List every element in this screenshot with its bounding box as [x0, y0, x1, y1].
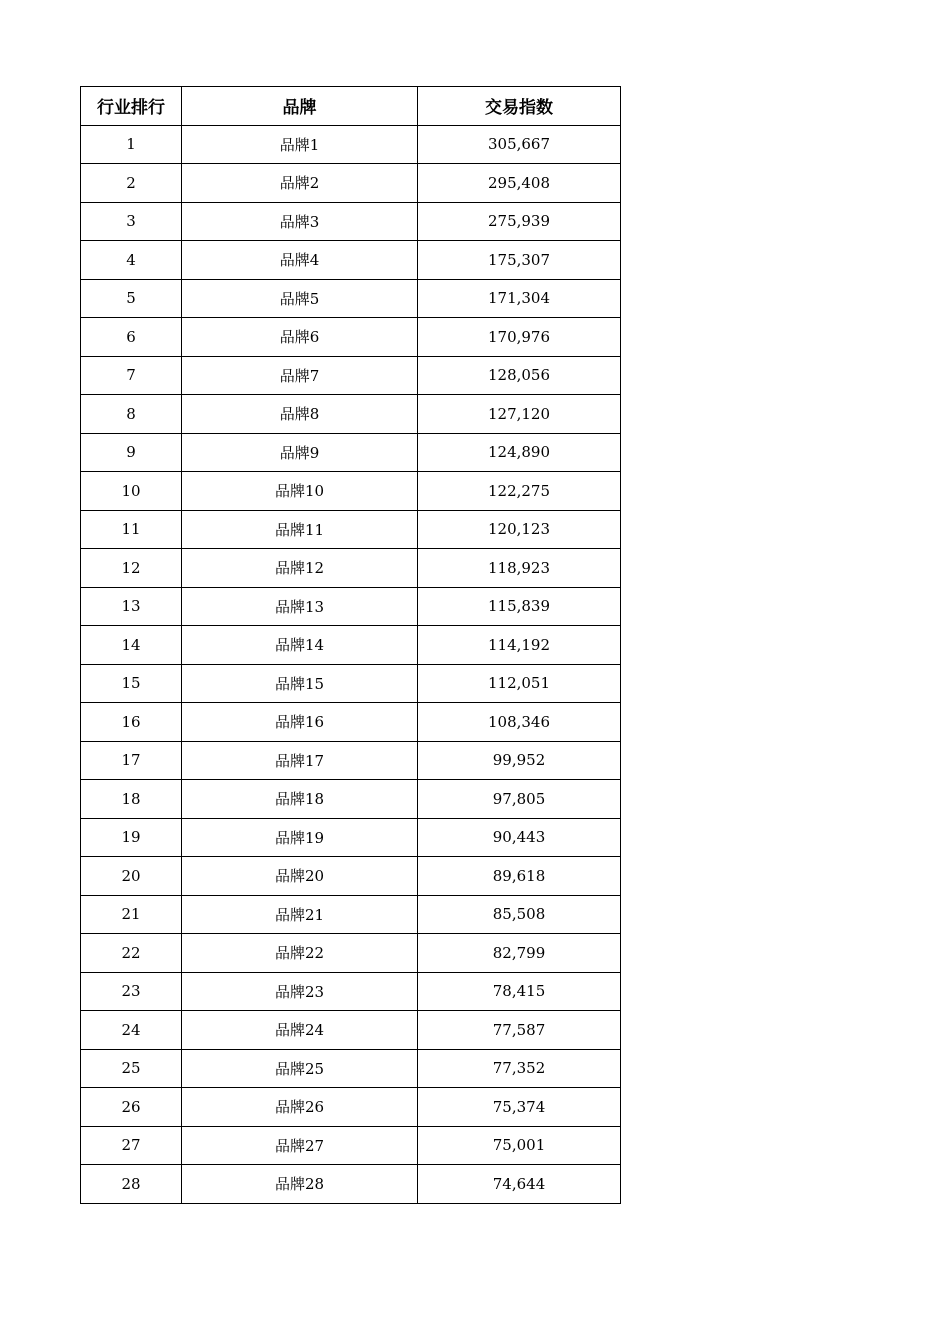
brand-cell: 品牌14 [182, 626, 418, 665]
trade-index-cell: 99,952 [418, 741, 621, 780]
table-row [81, 895, 621, 934]
trade-index-cell: 74,644 [418, 1165, 621, 1204]
brand-cell: 品牌24 [182, 1011, 418, 1050]
table-body [81, 125, 621, 1203]
brand-cell: 品牌22 [182, 934, 418, 973]
table-row [81, 1088, 621, 1127]
header-trade-index: 交易指数 [418, 87, 621, 126]
table-row [81, 164, 621, 203]
header-rank: 行业排行 [81, 87, 182, 126]
brand-cell: 品牌19 [182, 818, 418, 857]
trade-index-cell: 115,839 [418, 587, 621, 626]
table-row [81, 664, 621, 703]
trade-index-cell: 127,120 [418, 395, 621, 434]
rank-cell: 10 [81, 472, 182, 511]
table-row [81, 1049, 621, 1088]
trade-index-cell: 97,805 [418, 780, 621, 819]
brand-cell: 品牌26 [182, 1088, 418, 1127]
brand-cell: 品牌6 [182, 318, 418, 357]
table-row [81, 202, 621, 241]
table-row [81, 626, 621, 665]
trade-index-cell: 77,352 [418, 1049, 621, 1088]
rank-cell: 3 [81, 202, 182, 241]
brand-cell: 品牌23 [182, 972, 418, 1011]
rank-cell: 13 [81, 587, 182, 626]
rank-cell: 9 [81, 433, 182, 472]
table-row [81, 395, 621, 434]
brand-cell: 品牌10 [182, 472, 418, 511]
trade-index-cell: 171,304 [418, 279, 621, 318]
brand-cell: 品牌7 [182, 356, 418, 395]
rank-cell: 12 [81, 549, 182, 588]
table-header [81, 87, 621, 126]
brand-cell: 品牌25 [182, 1049, 418, 1088]
trade-index-cell: 112,051 [418, 664, 621, 703]
table-row [81, 934, 621, 973]
table-row [81, 587, 621, 626]
rank-cell: 16 [81, 703, 182, 742]
rank-cell: 11 [81, 510, 182, 549]
table-row [81, 818, 621, 857]
brand-cell: 品牌16 [182, 703, 418, 742]
rank-cell: 24 [81, 1011, 182, 1050]
trade-index-cell: 122,275 [418, 472, 621, 511]
brand-cell: 品牌2 [182, 164, 418, 203]
rank-cell: 18 [81, 780, 182, 819]
table-row [81, 703, 621, 742]
trade-index-cell: 305,667 [418, 125, 621, 164]
brand-cell: 品牌3 [182, 202, 418, 241]
table-row [81, 741, 621, 780]
table-row [81, 1126, 621, 1165]
brand-ranking-table [80, 86, 621, 1204]
table-row [81, 318, 621, 357]
trade-index-cell: 128,056 [418, 356, 621, 395]
table-row [81, 1165, 621, 1204]
table-row [81, 857, 621, 896]
table-row [81, 472, 621, 511]
rank-cell: 17 [81, 741, 182, 780]
brand-cell: 品牌12 [182, 549, 418, 588]
brand-cell: 品牌4 [182, 241, 418, 280]
table-row [81, 549, 621, 588]
brand-cell: 品牌28 [182, 1165, 418, 1204]
rank-cell: 2 [81, 164, 182, 203]
rank-cell: 14 [81, 626, 182, 665]
brand-cell: 品牌17 [182, 741, 418, 780]
trade-index-cell: 82,799 [418, 934, 621, 973]
rank-cell: 1 [81, 125, 182, 164]
rank-cell: 23 [81, 972, 182, 1011]
brand-cell: 品牌20 [182, 857, 418, 896]
trade-index-cell: 175,307 [418, 241, 621, 280]
trade-index-cell: 275,939 [418, 202, 621, 241]
table-row [81, 510, 621, 549]
brand-cell: 品牌21 [182, 895, 418, 934]
brand-cell: 品牌13 [182, 587, 418, 626]
table-row [81, 780, 621, 819]
rank-cell: 8 [81, 395, 182, 434]
trade-index-cell: 77,587 [418, 1011, 621, 1050]
brand-cell: 品牌8 [182, 395, 418, 434]
table-row [81, 125, 621, 164]
table-row [81, 972, 621, 1011]
rank-cell: 15 [81, 664, 182, 703]
trade-index-cell: 124,890 [418, 433, 621, 472]
trade-index-cell: 170,976 [418, 318, 621, 357]
rank-cell: 25 [81, 1049, 182, 1088]
trade-index-cell: 295,408 [418, 164, 621, 203]
trade-index-cell: 108,346 [418, 703, 621, 742]
rank-cell: 19 [81, 818, 182, 857]
rank-cell: 7 [81, 356, 182, 395]
brand-cell: 品牌9 [182, 433, 418, 472]
header-row [81, 87, 621, 126]
brand-cell: 品牌27 [182, 1126, 418, 1165]
rank-cell: 27 [81, 1126, 182, 1165]
table-row [81, 433, 621, 472]
brand-cell: 品牌18 [182, 780, 418, 819]
rank-cell: 4 [81, 241, 182, 280]
trade-index-cell: 120,123 [418, 510, 621, 549]
brand-cell: 品牌11 [182, 510, 418, 549]
trade-index-cell: 75,001 [418, 1126, 621, 1165]
rank-cell: 21 [81, 895, 182, 934]
brand-cell: 品牌1 [182, 125, 418, 164]
trade-index-cell: 89,618 [418, 857, 621, 896]
trade-index-cell: 90,443 [418, 818, 621, 857]
rank-cell: 20 [81, 857, 182, 896]
trade-index-cell: 85,508 [418, 895, 621, 934]
trade-index-cell: 75,374 [418, 1088, 621, 1127]
header-brand: 品牌 [182, 87, 418, 126]
brand-cell: 品牌5 [182, 279, 418, 318]
table-row [81, 1011, 621, 1050]
trade-index-cell: 118,923 [418, 549, 621, 588]
table-row [81, 356, 621, 395]
trade-index-cell: 78,415 [418, 972, 621, 1011]
table-row [81, 241, 621, 280]
rank-cell: 22 [81, 934, 182, 973]
trade-index-cell: 114,192 [418, 626, 621, 665]
rank-cell: 6 [81, 318, 182, 357]
brand-cell: 品牌15 [182, 664, 418, 703]
rank-cell: 28 [81, 1165, 182, 1204]
rank-cell: 26 [81, 1088, 182, 1127]
rank-cell: 5 [81, 279, 182, 318]
table-row [81, 279, 621, 318]
